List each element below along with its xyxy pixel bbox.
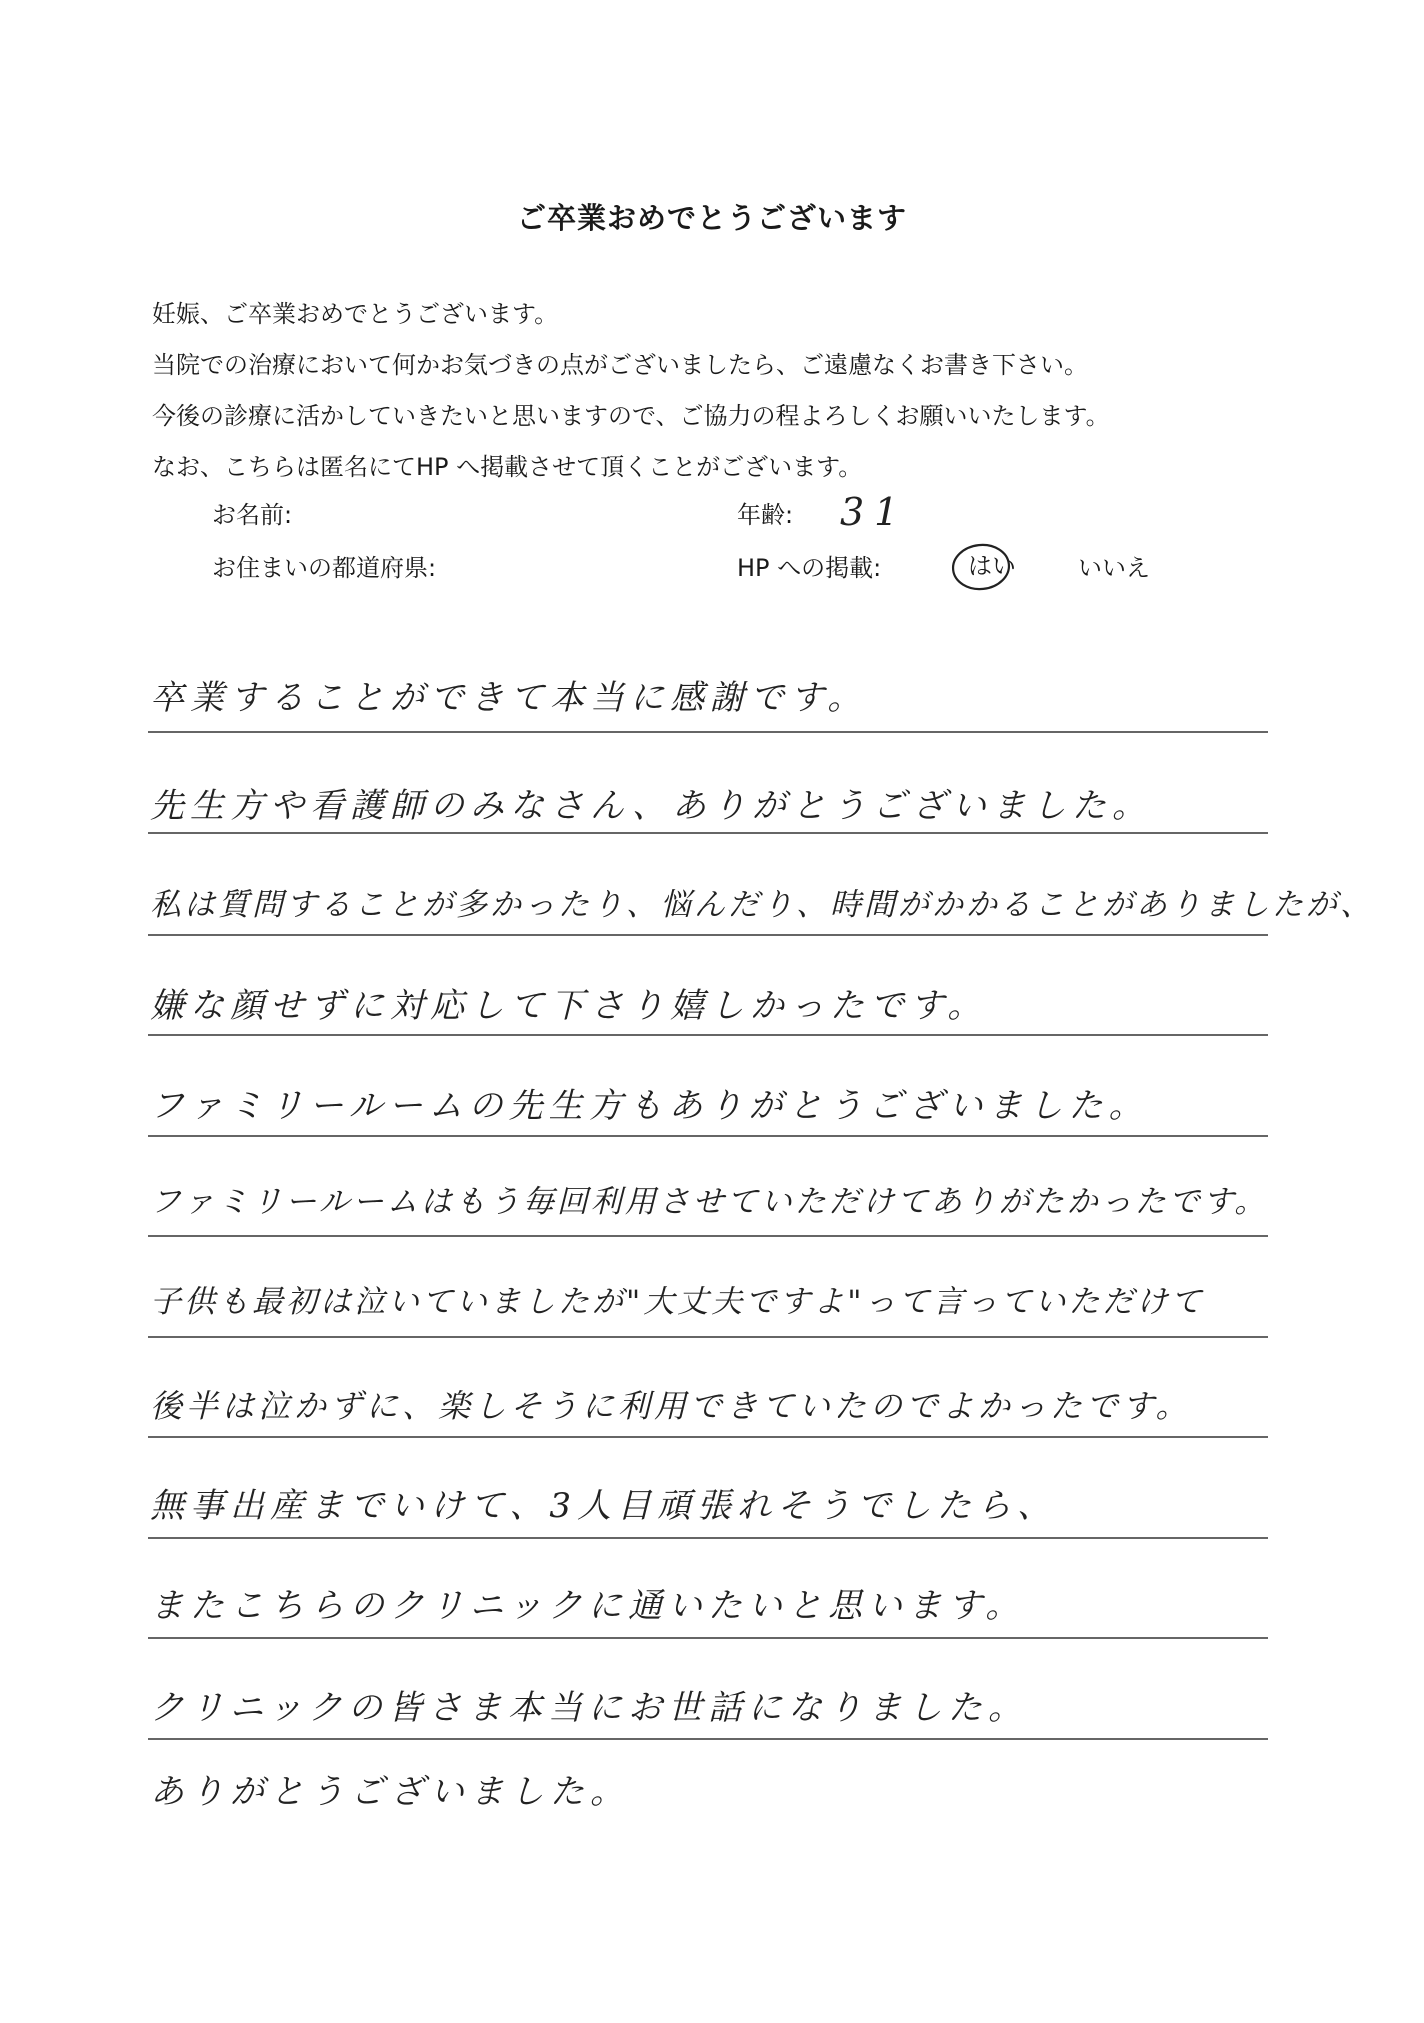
handwritten-line: 嫌な顔せずに対応して下さり嬉しかったです。 (150, 986, 988, 1026)
hp-option-yes[interactable]: はい (968, 552, 1016, 580)
handwritten-line: クリニックの皆さま本当にお世話になりました。 (150, 1688, 1028, 1728)
age-value: 31 (840, 490, 909, 534)
handwritten-line: 私は質問することが多かったり、悩んだり、時間がかかることがありましたが、 (150, 887, 1374, 923)
hp-option-no[interactable]: いいえ (1078, 554, 1150, 582)
age-label: 年齢: (737, 501, 794, 529)
handwritten-line: ありがとうございました。 (150, 1772, 630, 1812)
handwritten-line: 後半は泣かずに、楽しそうに利用できていたのでよかったです。 (150, 1387, 1192, 1425)
handwritten-line: ファミリールームはもう毎回利用させていただけてありがたかったです。 (150, 1184, 1269, 1220)
intro-line: 当院での治療において何かお気づきの点がございましたら、ご遠慮なくお書き下さい。 (152, 351, 1088, 379)
intro-line: なお、こちらは匿名にてHP へ掲載させて頂くことがございます。 (152, 453, 863, 481)
handwritten-line: 無事出産までいけて、3人目頑張れそうでしたら、 (150, 1486, 1057, 1526)
intro-line: 妊娠、ご卒業おめでとうございます。 (152, 300, 559, 328)
page-title: ご卒業おめでとうございます (516, 201, 907, 235)
handwritten-line: 卒業することができて本当に感謝です。 (150, 678, 868, 718)
name-label: お名前: (212, 501, 293, 529)
hp-publish-label: HP への掲載: (737, 554, 882, 582)
handwritten-line: またこちらのクリニックに通いたいと思います。 (150, 1586, 1026, 1626)
handwritten-line: ファミリールームの先生方もありがとうございました。 (150, 1086, 1149, 1126)
intro-line: 今後の診療に活かしていきたいと思いますので、ご協力の程よろしくお願いいたします。 (152, 402, 1110, 430)
handwritten-line: 子供も最初は泣いていましたが"大丈夫ですよ"って言っていただけて (150, 1284, 1205, 1320)
handwritten-line: 先生方や看護師のみなさん、ありがとうございました。 (150, 786, 1153, 826)
prefecture-label: お住まいの都道府県: (212, 554, 437, 582)
